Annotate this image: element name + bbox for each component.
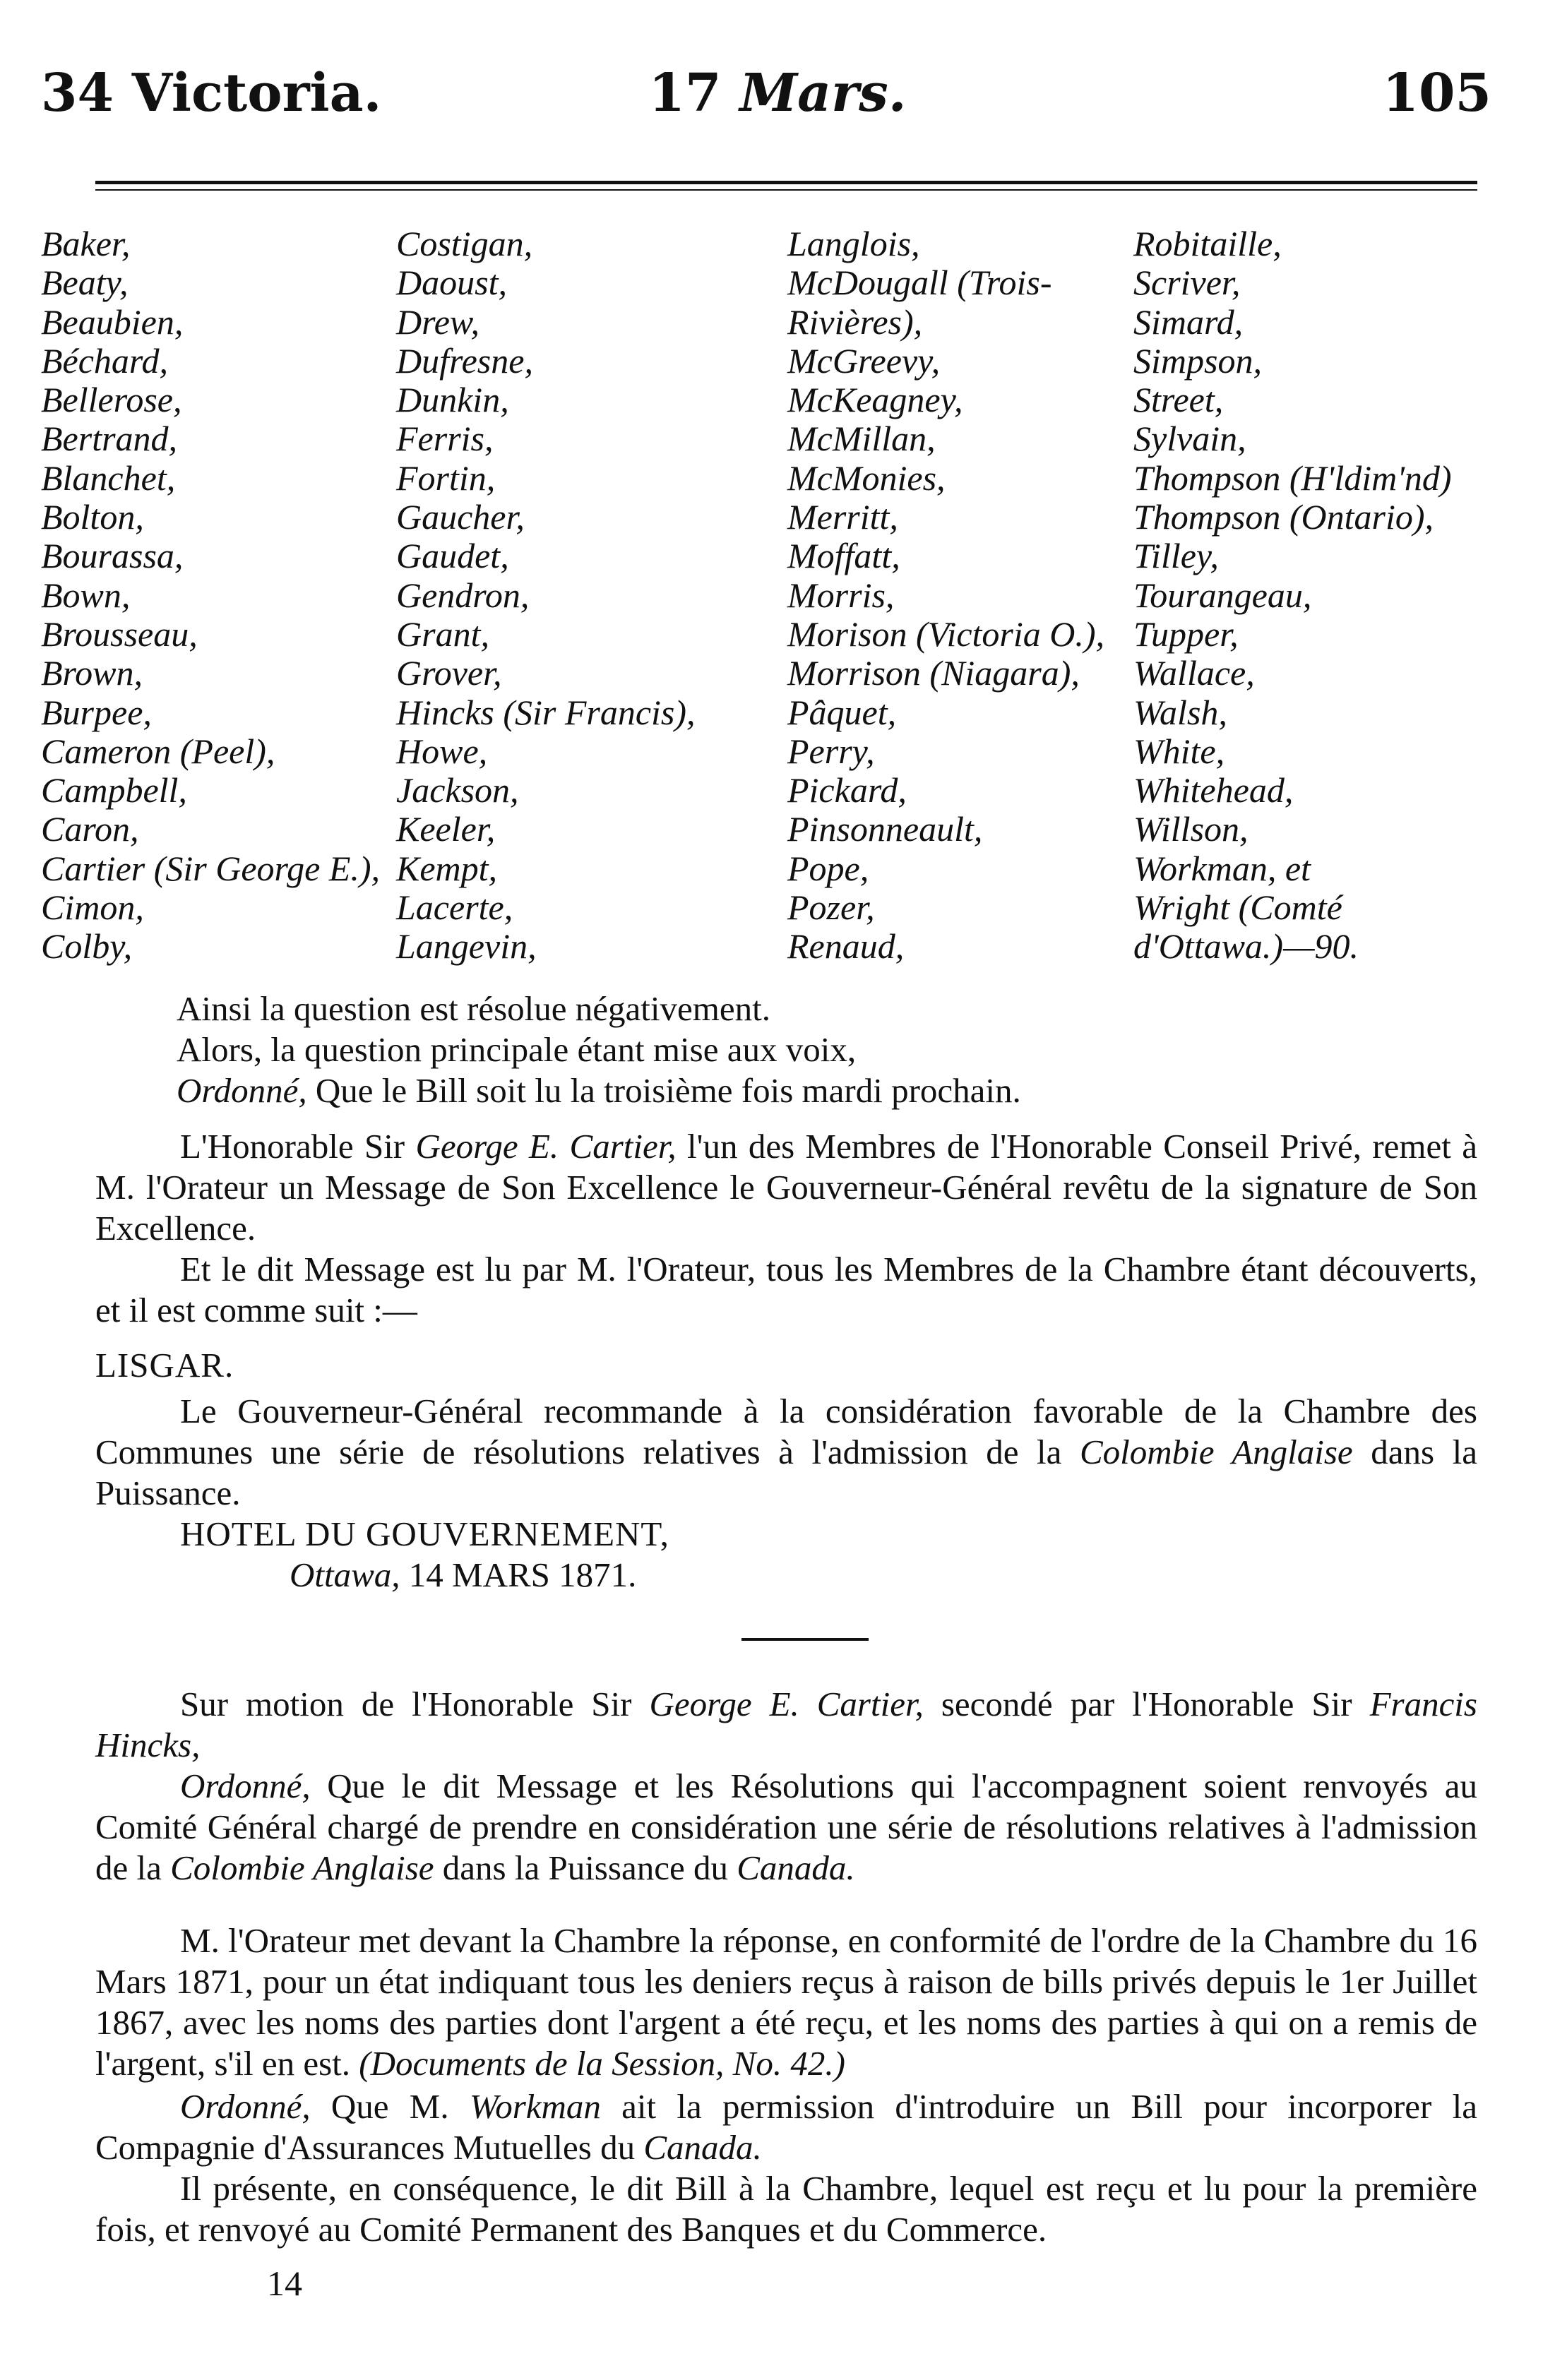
motion-order-b: dans la Puissance du (434, 1848, 737, 1887)
names-column-1 (41, 225, 380, 967)
member-name: Perry, (787, 731, 875, 771)
governor-message-text (95, 1391, 1477, 1514)
motion-b: secondé par l'Honorable Sir (923, 1685, 1370, 1723)
member-name: Pozer, (787, 887, 875, 928)
running-head-left: 34 Victoria. (41, 63, 382, 124)
return-paragraph (95, 1920, 1477, 2084)
member-name: Beaubien, (41, 301, 184, 342)
place-date-line (95, 1555, 1477, 1596)
motion-line (95, 1684, 1477, 1766)
bill-paragraph (95, 2086, 1477, 2250)
motion-order-label: Ordonné, (180, 1766, 311, 1805)
member-name: Renaud, (787, 926, 905, 967)
bill-order-a: Que M. (310, 2087, 470, 2126)
member-name: Walsh, (1133, 692, 1227, 732)
return-body: M. l'Orateur met devant la Chambre la réponse, en conformité de l'ordre de la Chambre du 16 Mars 1871, pour un état indiquant tous les deniers reçus à raison de bills privés depuis le 1er Juillet 1867, avec les noms des parties dont l'argent a été reçu, et les noms des parties à qui on a remis de l'argent, s'il en est. (95, 1921, 1477, 2083)
signature-mark: 14 (267, 2264, 302, 2303)
header-rule-thick (95, 181, 1477, 184)
member-name: Béchard, (41, 340, 169, 381)
member-name: Whitehead, (1133, 770, 1294, 811)
motion-a: Sur motion de l'Honorable Sir (180, 1685, 650, 1723)
member-name: Grover, (396, 653, 502, 693)
member-name: Robitaille, (1133, 224, 1282, 263)
member-name: Sylvain, (1133, 419, 1246, 459)
member-name: Scriver, (1133, 263, 1241, 303)
governor-text-colony: Colombie Anglaise (1079, 1433, 1353, 1471)
member-name: Simpson, (1133, 340, 1262, 381)
member-name: Lacerte, (396, 887, 513, 928)
member-name: Tourangeau, (1133, 575, 1312, 615)
governor-text-a: Le Gouverneur-Général recommande à la considération favorable de la Chambre des Communes une série de résolutions relatives à l'admission de la (95, 1392, 1477, 1471)
member-name: Bellerose, (41, 380, 182, 420)
member-name: Willson, (1133, 809, 1249, 849)
member-name: Cartier (Sir George E.), (41, 848, 381, 888)
member-name: Tupper, (1133, 614, 1239, 654)
member-name: Moffatt, (787, 536, 900, 576)
motion-order-canada: Canada. (737, 1848, 855, 1887)
motion-seconder: Francis Hincks, (95, 1685, 1477, 1764)
bill-presented: Il présente, en conséquence, le dit Bill à la Chambre, lequel est reçu et lu pour la première fois, et renvoyé au Comité Permanent des Banques et du Commerce. (95, 2169, 1477, 2249)
ordered-label: Ordonné, (177, 1071, 307, 1110)
member-name: Kempt, (396, 848, 498, 888)
member-name: Cameron (Peel), (41, 731, 275, 771)
message-intro (95, 1126, 1477, 1249)
member-name: Colby, (41, 926, 133, 967)
member-name: Langevin, (396, 926, 537, 967)
result-line-3 (177, 1070, 1448, 1111)
message-intro-b: l'un des Membres de l'Honorable Conseil Privé, remet à M. l'Orateur un Message de Son Excellence le Gouverneur-Général revêtu de la signature de Son Excellence. (95, 1127, 1478, 1248)
member-name: Street, (1133, 380, 1224, 420)
member-name: Morris, (787, 575, 895, 615)
return-text (95, 1920, 1477, 2084)
member-name: Dunkin, (396, 380, 509, 420)
member-name: Burpee, (41, 692, 152, 732)
motion-order (95, 1766, 1477, 1889)
running-head-date (0, 63, 1555, 124)
bill-order (95, 2086, 1477, 2168)
motion-order-a: Que le dit Message et les Résolutions qui l'accompagnent soient renvoyés au Comité Général chargé de prendre en considération une série de résolutions relatives à l'admission de la (95, 1766, 1477, 1887)
member-name: McDougall (Trois- (787, 263, 1052, 303)
message-intro-a: L'Honorable Sir (180, 1127, 416, 1166)
bill-order-member: Workman (469, 2087, 601, 2126)
member-name: Rivières), (787, 301, 923, 342)
signature-lisgar: LISGAR. (95, 1346, 234, 1385)
governor-message (95, 1391, 1477, 1596)
motion-mover: George E. Cartier, (649, 1685, 924, 1723)
member-name: White, (1133, 731, 1225, 771)
result-line-2: Alors, la question principale étant mise aux voix, (177, 1030, 857, 1069)
member-name: Bown, (41, 575, 131, 615)
member-name: Dufresne, (396, 340, 533, 381)
section-divider (741, 1638, 869, 1641)
member-name: Drew, (396, 301, 480, 342)
names-column-4 (1133, 225, 1452, 967)
member-name: Gaucher, (396, 497, 525, 537)
bill-order-b: ait la permission d'introduire un Bill pour incorporer la Compagnie d'Assurances Mutuelles du (95, 2087, 1477, 2167)
division-list (41, 225, 1524, 1001)
motion-paragraph (95, 1684, 1477, 1889)
member-name: Caron, (41, 809, 139, 849)
member-name: Simard, (1133, 301, 1244, 342)
result-paragraph (177, 988, 1448, 1111)
member-name: Costigan, (396, 224, 533, 263)
names-column-2 (396, 225, 696, 967)
message-intro-name: George E. Cartier, (415, 1127, 677, 1166)
return-reference: (Documents de la Session, No. 42.) (359, 2044, 845, 2083)
member-name: Bourassa, (41, 536, 184, 576)
message-read: Et le dit Message est lu par M. l'Orateur, tous les Membres de la Chambre étant découverts, et il est comme suit :— (95, 1250, 1477, 1329)
message-paragraph (95, 1126, 1477, 1331)
member-name: Morison (Victoria O.), (787, 614, 1105, 654)
member-name: McMonies, (787, 458, 946, 498)
motion-order-colony: Colombie Anglaise (170, 1848, 434, 1887)
member-name: Wright (Comté (1133, 887, 1342, 928)
member-name: Campbell, (41, 770, 187, 811)
date: 14 MARS 1871. (400, 1555, 637, 1594)
bill-order-label: Ordonné, (180, 2087, 311, 2126)
member-name: Keeler, (396, 809, 496, 849)
member-name: McKeagney, (787, 380, 963, 420)
member-name: Bertrand, (41, 419, 178, 459)
member-name: Tilley, (1133, 536, 1219, 576)
member-name: McMillan, (787, 419, 936, 459)
member-name: Jackson, (396, 770, 519, 811)
running-head-day: 17 (648, 63, 722, 124)
member-name: Workman, et (1133, 848, 1311, 888)
member-name: Daoust, (396, 263, 507, 303)
member-name: Bolton, (41, 497, 144, 537)
member-name: Gendron, (396, 575, 530, 615)
result-line-1: Ainsi la question est résolue négativement. (177, 989, 770, 1028)
hotel-line: HOTEL DU GOUVERNEMENT, (180, 1514, 669, 1553)
names-column-3 (787, 225, 1104, 967)
member-name: Langlois, (787, 224, 920, 263)
ordered-text: Que le Bill soit lu la troisième fois mardi prochain. (306, 1071, 1021, 1110)
header-rule-thin (95, 189, 1477, 191)
member-name: Morrison (Niagara), (787, 653, 1080, 693)
member-name: Grant, (396, 614, 489, 654)
member-name: Pope, (787, 848, 869, 888)
member-name: Hincks (Sir Francis), (396, 692, 696, 732)
member-name: Gaudet, (396, 536, 509, 576)
member-name: Howe, (396, 731, 488, 771)
member-name: Fortin, (396, 458, 496, 498)
member-name: Baker, (41, 224, 131, 263)
bill-order-canada: Canada. (643, 2128, 762, 2167)
member-name: d'Ottawa.)—90. (1133, 926, 1359, 967)
member-name: Cimon, (41, 887, 144, 928)
member-name: Thompson (Ontario), (1133, 497, 1434, 537)
member-name: McGreevy, (787, 340, 941, 381)
running-head-month: Mars. (739, 63, 907, 124)
member-name: Pickard, (787, 770, 907, 811)
member-name: Ferris, (396, 419, 494, 459)
member-name: Pinsonneault, (787, 809, 983, 849)
member-name: Wallace, (1133, 653, 1255, 693)
member-name: Beaty, (41, 263, 129, 303)
governor-text-b: dans la Puissance. (95, 1433, 1478, 1512)
member-name: Merritt, (787, 497, 898, 537)
page-number: 105 (1382, 63, 1491, 124)
member-name: Pâquet, (787, 692, 897, 732)
member-name: Blanchet, (41, 458, 176, 498)
member-name: Thompson (H'ldim'nd) (1133, 458, 1452, 498)
member-name: Brousseau, (41, 614, 198, 654)
place: Ottawa, (290, 1555, 400, 1594)
member-name: Brown, (41, 653, 143, 693)
